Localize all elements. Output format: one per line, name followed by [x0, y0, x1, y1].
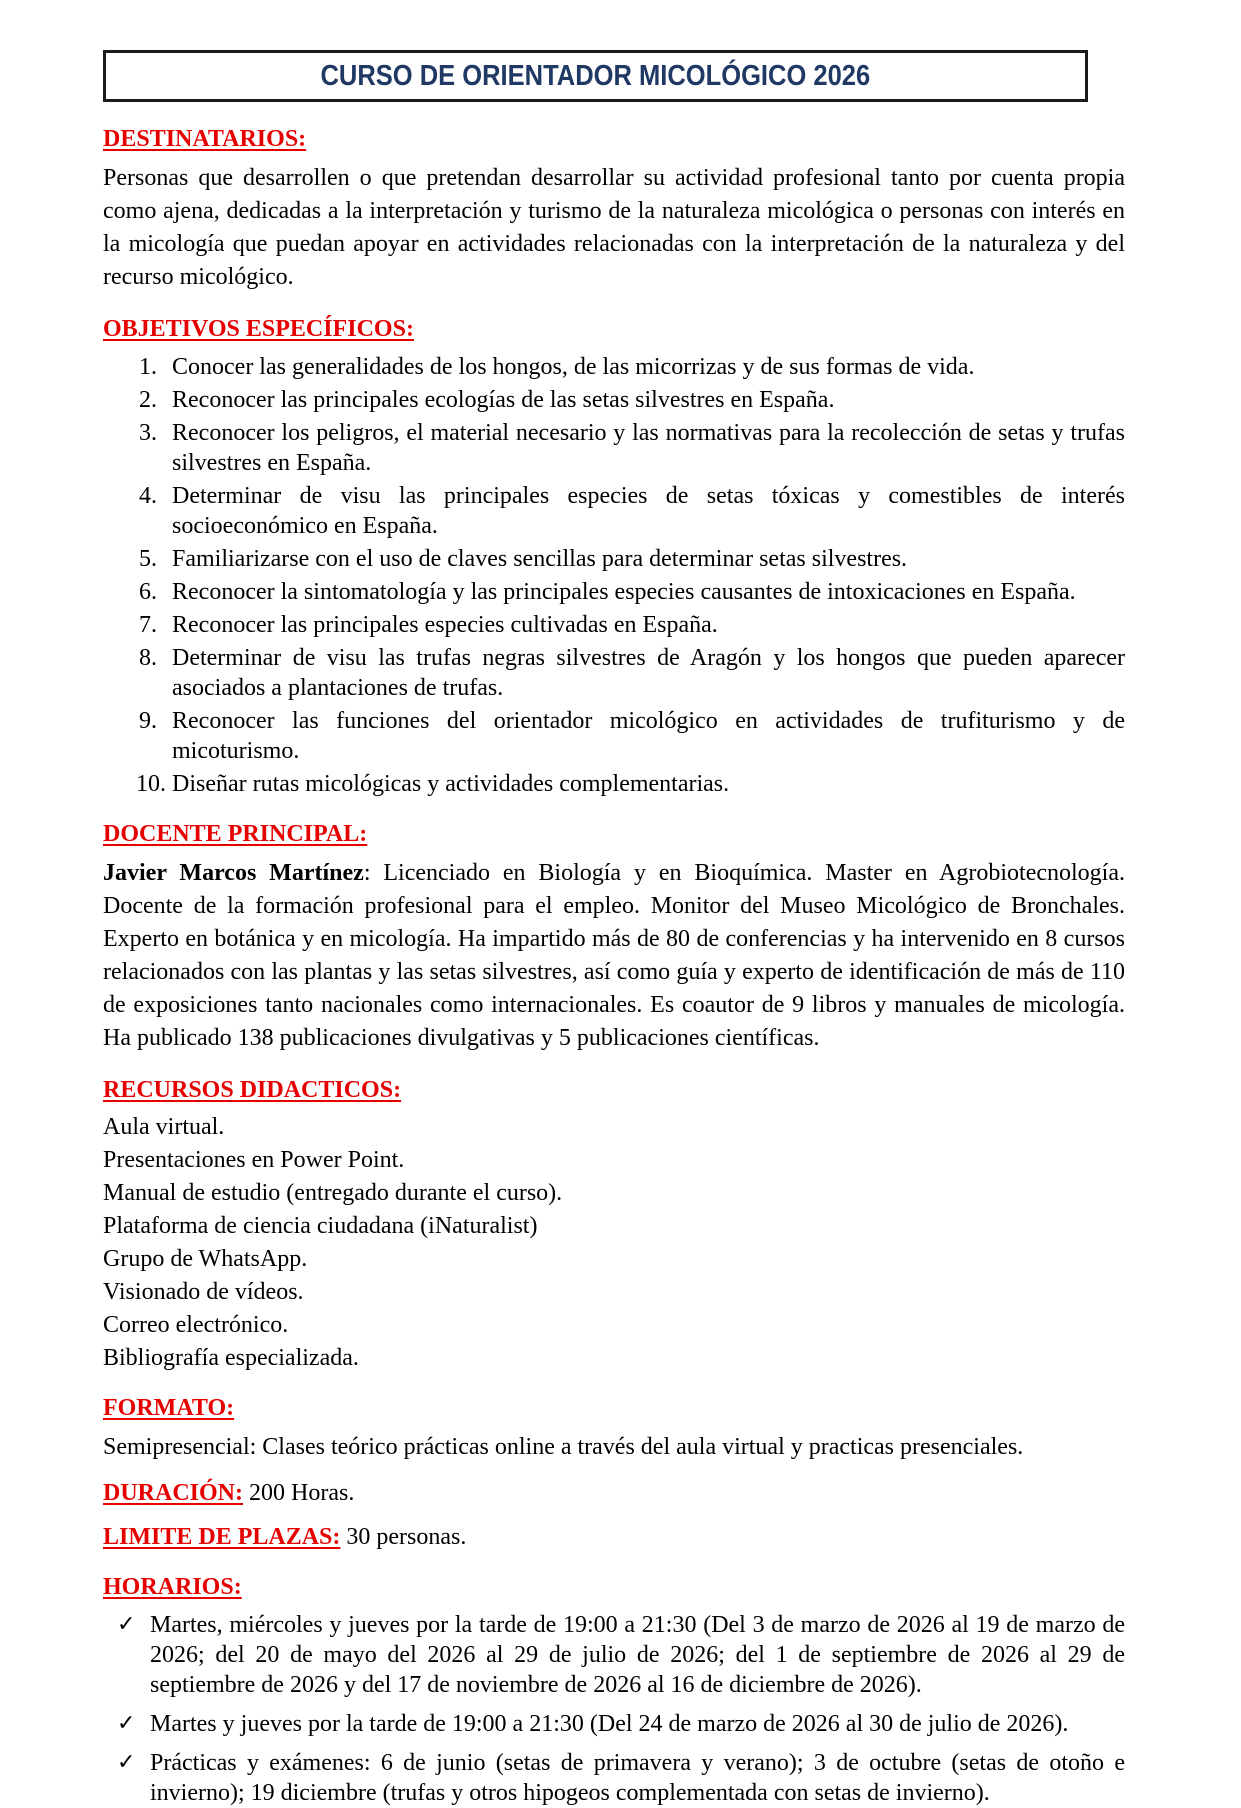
list-item-text: Martes y jueves por la tarde de 19:00 a 21:30 (Del 24 de marzo de 2026 al 30 de julio de 2026).: [150, 1711, 1069, 1737]
list-item: [103, 352, 1125, 382]
list-item: [103, 1610, 1125, 1700]
list-item: Manual de estudio (entregado durante el curso).: [103, 1180, 563, 1206]
plazas-value: 30 personas.: [340, 1524, 467, 1550]
list-number: 6.: [139, 579, 157, 605]
list-item-text: Martes, miércoles y jueves por la tarde de 19:00 a 21:30 (Del 3 de marzo de 2026 al 19 de marzo de 2026; del 20 de mayo del 2026 al 29 de julio de 2026; del 1 de septiembre de 2026 al 29 de septiembre de 2026 y del 17 de noviembre de 2026 al 16 de diciembre de 2026).: [150, 1612, 1125, 1698]
list-number: 5.: [139, 546, 157, 572]
heading-docente: DOCENTE PRINCIPAL:: [103, 821, 368, 847]
list-item-text: Familiarizarse con el uso de claves sencillas para determinar setas silvestres.: [172, 546, 908, 572]
list-item: Visionado de vídeos.: [103, 1279, 304, 1305]
list-item: [103, 1748, 1125, 1808]
list-item-text: Reconocer las principales ecologías de las setas silvestres en España.: [172, 387, 835, 413]
list-item: Bibliografía especializada.: [103, 1345, 359, 1371]
list-item-text: Prácticas y exámenes: 6 de junio (setas de primavera y verano); 3 de octubre (setas de otoño e invierno); 19 diciembre (trufas y otros hipogeos complementada con setas de invierno).: [150, 1750, 1125, 1806]
list-item: [103, 610, 1125, 640]
docente-name: Javier Marcos Martínez: [103, 860, 364, 886]
list-item: [103, 769, 1125, 799]
heading-formato: FORMATO:: [103, 1395, 235, 1421]
list-item: Grupo de WhatsApp.: [103, 1246, 308, 1272]
list-item: Plataforma de ciencia ciudadana (iNaturalist): [103, 1213, 538, 1239]
list-number: 7.: [139, 612, 157, 638]
duracion-value: 200 Horas.: [243, 1480, 355, 1506]
list-item-text: Diseñar rutas micológicas y actividades complementarias.: [172, 771, 730, 797]
list-item-text: Reconocer los peligros, el material necesario y las normativas para la recolección de setas y trufas silvestres en España.: [172, 420, 1125, 476]
list-item-text: Determinar de visu las principales especies de setas tóxicas y comestibles de interés socioeconómico en España.: [172, 483, 1125, 539]
heading-horarios: HORARIOS:: [103, 1574, 242, 1600]
heading-plazas: LIMITE DE PLAZAS:: [103, 1524, 341, 1550]
plazas-line: [103, 1522, 1125, 1552]
duracion-line: [103, 1478, 1125, 1508]
objetivos-list: [103, 352, 1125, 799]
list-number: 3.: [139, 420, 157, 446]
formato-paragraph: Semipresencial: Clases teórico prácticas online a través del aula virtual y practicas presenciales.: [103, 1434, 1024, 1460]
list-item: [103, 643, 1125, 703]
check-icon: ✓: [117, 1750, 136, 1775]
list-number: 9.: [139, 708, 157, 734]
list-item-text: Reconocer las principales especies cultivadas en España.: [172, 612, 718, 638]
list-item: [103, 418, 1125, 478]
list-number: 10.: [136, 771, 166, 797]
list-item-text: Reconocer las funciones del orientador micológico en actividades de trufiturismo y de micoturismo.: [172, 708, 1125, 764]
list-item: [103, 385, 1125, 415]
horarios-list: [103, 1610, 1125, 1808]
heading-recursos: RECURSOS DIDACTICOS:: [103, 1077, 402, 1103]
page-title: CURSO DE ORIENTADOR MICOLÓGICO 2026: [320, 59, 871, 92]
heading-destinatarios: DESTINATARIOS:: [103, 126, 307, 152]
title-box: [103, 50, 1088, 102]
check-icon: ✓: [117, 1612, 136, 1637]
list-item: [103, 481, 1125, 541]
check-icon: ✓: [117, 1711, 136, 1736]
recursos-list: [103, 1113, 1125, 1373]
list-item: Presentaciones en Power Point.: [103, 1147, 405, 1173]
list-number: 8.: [139, 645, 157, 671]
list-number: 1.: [139, 354, 157, 380]
docente-paragraph: [103, 857, 1125, 1055]
list-item-text: Reconocer la sintomatología y las principales especies causantes de intoxicaciones en España.: [172, 579, 1076, 605]
list-item: [103, 544, 1125, 574]
docente-bio: : Licenciado en Biología y en Bioquímica. Master en Agrobiotecnología. Docente de la formación profesional para el empleo. Monitor del Museo Micológico de Bronchales. Experto en botánica y en micología. Ha impartido más de 80 de conferencias y ha intervenido en 8 cursos relacionados con las plantas y las setas silvestres, así como guía y experto de identificación de más de 110 de exposiciones tanto nacionales como internacionales. Es coautor de 9 libros y manuales de micología. Ha publicado 138 publicaciones divulgativas y 5 publicaciones científicas.: [103, 860, 1125, 1051]
list-number: 2.: [139, 387, 157, 413]
heading-duracion: DURACIÓN:: [103, 1480, 243, 1506]
list-number: 4.: [139, 483, 157, 509]
list-item: [103, 706, 1125, 766]
list-item: [103, 1709, 1125, 1739]
list-item: [103, 577, 1125, 607]
list-item: Correo electrónico.: [103, 1312, 289, 1338]
list-item-text: Conocer las generalidades de los hongos, de las micorrizas y de sus formas de vida.: [172, 354, 975, 380]
list-item-text: Determinar de visu las trufas negras silvestres de Aragón y los hongos que pueden aparecer asociados a plantaciones de trufas.: [172, 645, 1125, 701]
heading-objetivos: OBJETIVOS ESPECÍFICOS:: [103, 316, 414, 342]
list-item: Aula virtual.: [103, 1114, 225, 1140]
destinatarios-paragraph: Personas que desarrollen o que pretendan desarrollar su actividad profesional tanto por cuenta propia como ajena, dedicadas a la interpretación y turismo de la naturaleza micológica o personas con interés en la micología que puedan apoyar en actividades relacionadas con la interpretación de la naturaleza y del recurso micológico.: [103, 165, 1125, 290]
